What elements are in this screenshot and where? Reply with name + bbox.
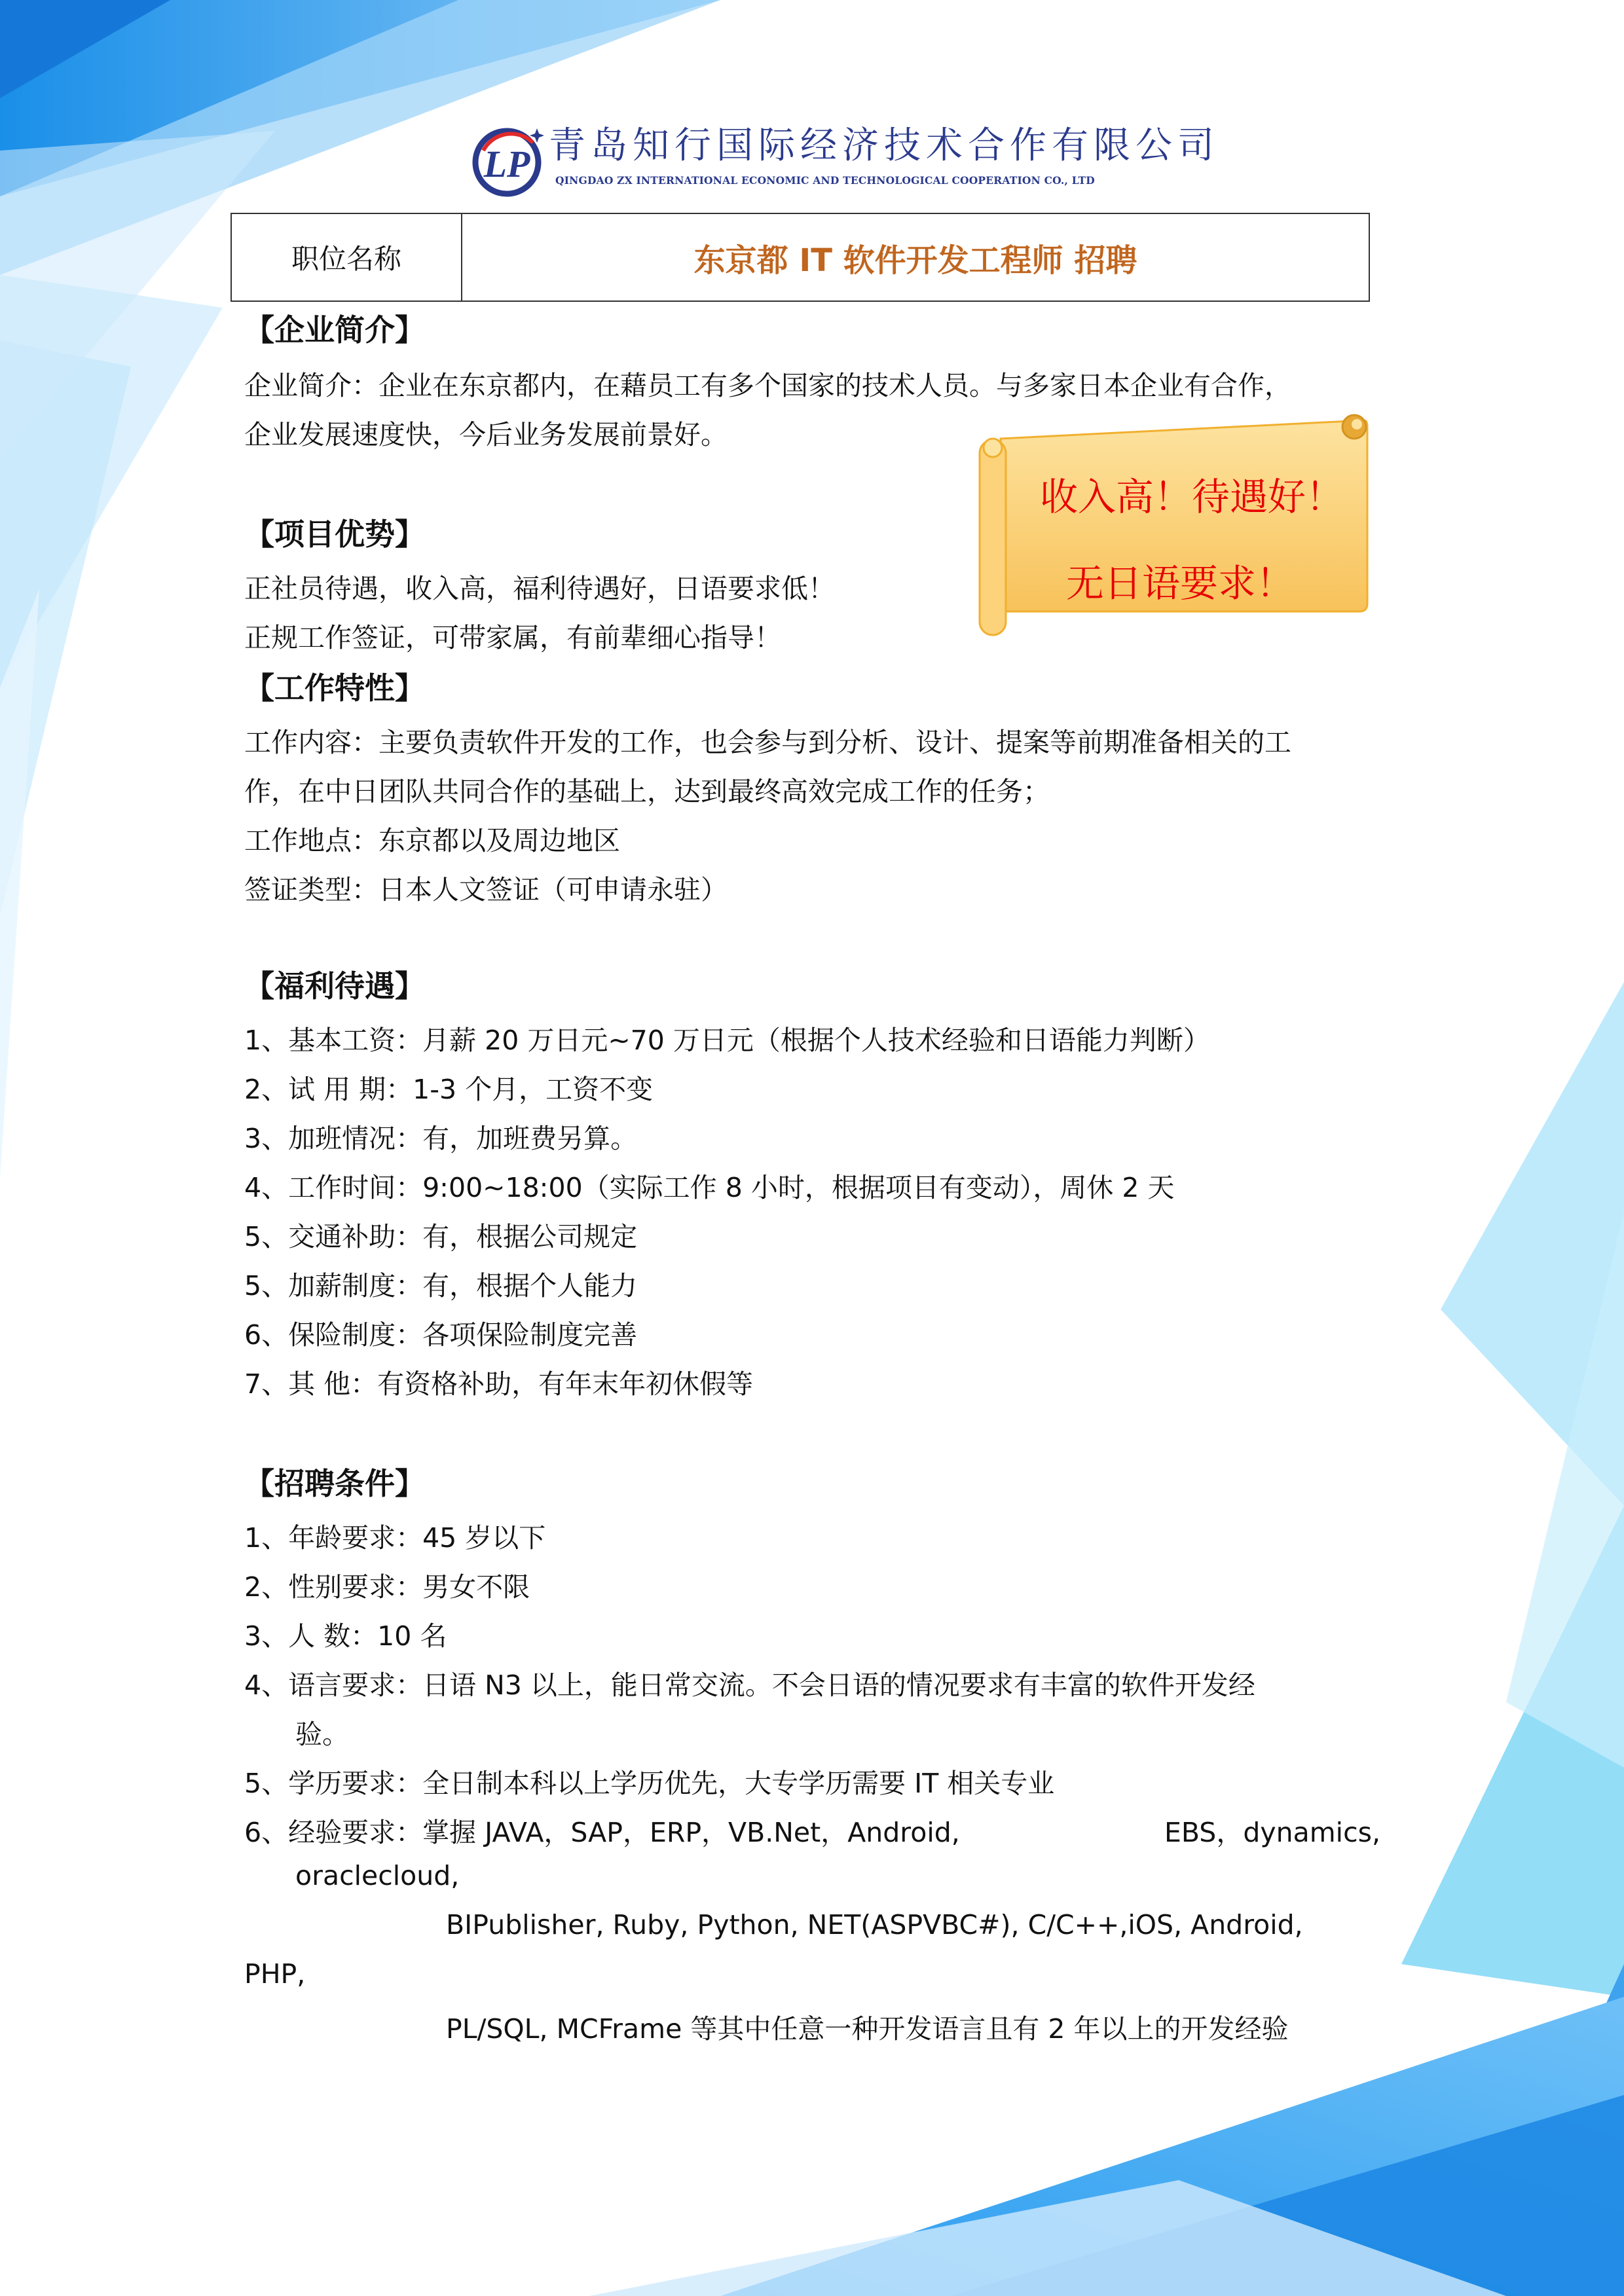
benefits-line: 2、试 用 期：1-3 个月，工资不变 [244,1074,654,1105]
requirements-line: BIPublisher, Ruby, Python, NET(ASPVBC#), C/C++,iOS, Android, [446,1909,1303,1941]
advantages-line: 正规工作签证，可带家属，有前辈细心指导！ [244,622,781,653]
requirements-line: 6、经验要求：掌握 JAVA，SAP，ERP，VB.Net，Android, [244,1817,960,1848]
benefits-line: 7、其 他：有资格补助，有年末年初休假等 [244,1368,754,1400]
features-line: 工作地点：东京都以及周边地区 [244,825,620,856]
advantages-line: 正社员待遇，收入高，福利待遇好，日语要求低！ [244,573,835,604]
highlight-scroll-banner [974,407,1374,643]
requirements-line: 4、语言要求：日语 N3 以上，能日常交流。不会日语的情况要求有丰富的软件开发经 [244,1669,1255,1701]
intro-line: 企业发展速度快，今后业务发展前景好。 [244,419,728,450]
intro-line: 企业简介：企业在东京都内，在藉员工有多个国家的技术人员。与多家日本企业有合作， [244,370,1291,401]
position-title: 东京都 IT 软件开发工程师 招聘 [693,242,1137,279]
requirements-line: 验。 [295,1719,349,1750]
banner-line: 收入高！待遇好！ [1040,475,1344,519]
section-heading-features: 【工作特性】 [244,670,425,706]
company-name-cn: 青岛知行国际经济技术合作有限公司 [549,124,1219,167]
section-heading-benefits: 【福利待遇】 [244,968,425,1004]
benefits-line: 6、保险制度：各项保险制度完善 [244,1319,638,1351]
scroll-shape [974,407,1374,643]
requirements-line: 1、年龄要求：45 岁以下 [244,1522,546,1554]
features-line: 工作内容：主要负责软件开发的工作，也会参与到分析、设计、提案等前期准备相关的工 [244,727,1291,758]
requirements-line: PL/SQL, MCFrame 等其中任意一种开发语言且有 2 年以上的开发经验 [446,2013,1289,2045]
requirements-line: 2、性别要求：男女不限 [244,1571,530,1603]
benefits-line: 5、交通补助：有，根据公司规定 [244,1221,638,1252]
features-line: 作，在中日团队共同合作的基础上，达到最终高效完成工作的任务； [244,776,1050,807]
requirements-line: oraclecloud, [295,1860,460,1891]
benefits-line: 4、工作时间：9:00~18:00（实际工作 8 小时，根据项目有变动），周休 2 天 [244,1172,1175,1203]
requirements-line: 5、学历要求：全日制本科以上学历优先，大专学历需要 IT 相关专业 [244,1768,1055,1799]
section-heading-intro: 【企业简介】 [244,312,425,348]
benefits-line: 3、加班情况：有，加班费另算。 [244,1123,638,1154]
logo-mark-icon [470,124,547,198]
position-label: 职位名称 [232,214,462,301]
position-title-table [231,213,1370,302]
requirements-line: EBS，dynamics, [1164,1817,1381,1848]
benefits-line: 1、基本工资：月薪 20 万日元~70 万日元（根据个人技术经验和日语能力判断） [244,1025,1210,1056]
section-heading-requirements: 【招聘条件】 [244,1466,425,1501]
requirements-line: 3、人 数：10 名 [244,1620,447,1652]
benefits-line: 5、加薪制度：有，根据个人能力 [244,1270,638,1302]
logo-letters: LP [483,143,530,185]
section-heading-advantages: 【项目优势】 [244,517,425,552]
company-logo [470,122,1219,200]
features-line: 签证类型：日本人文签证（可申请永驻） [244,874,728,905]
company-name-en: QINGDAO ZX INTERNATIONAL ECONOMIC AND TECHNOLOGICAL COOPERATION CO., LTD [555,174,1095,187]
banner-line: 无日语要求！ [1066,561,1295,606]
requirements-line: PHP, [244,1958,306,1990]
